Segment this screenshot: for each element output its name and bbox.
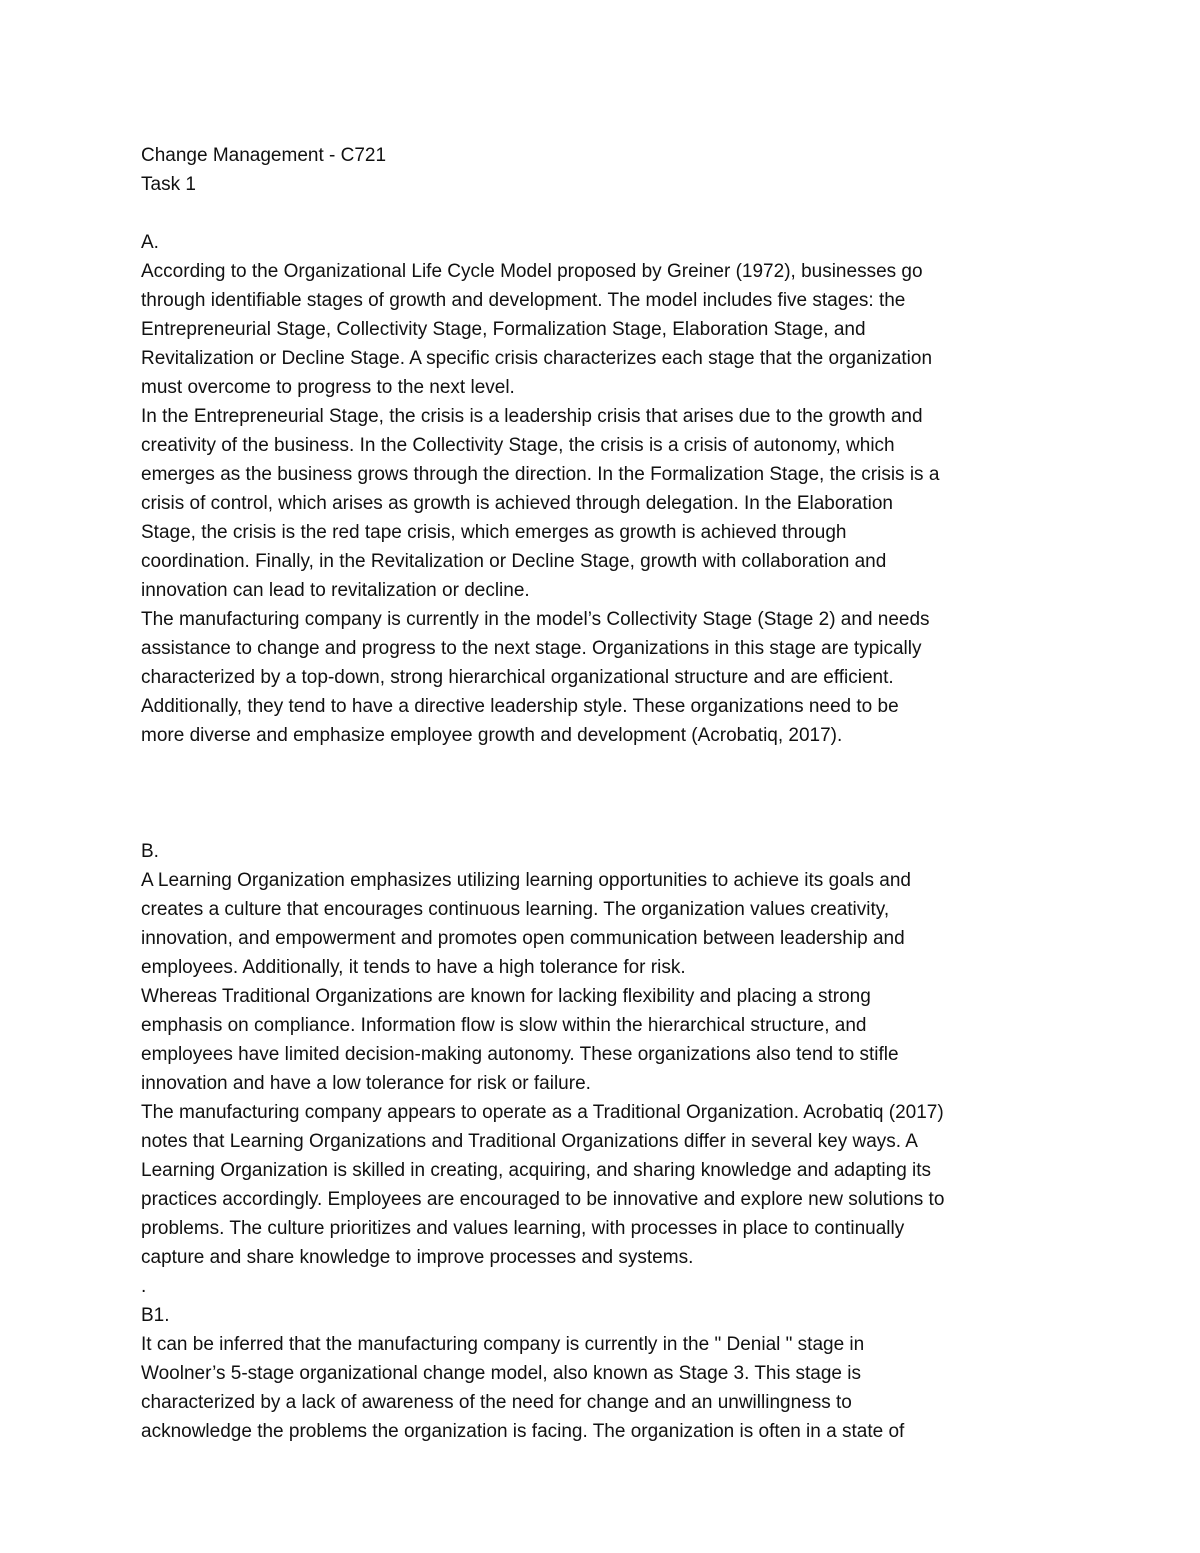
- text-line: practices accordingly. Employees are encouraged to be innovative and explore new solutions to: [141, 1189, 945, 1210]
- text-line: assistance to change and progress to the next stage. Organizations in this stage are typically: [141, 638, 922, 659]
- text-line: According to the Organizational Life Cycle Model proposed by Greiner (1972), businesses go: [141, 261, 923, 282]
- text-line: crisis of control, which arises as growth is achieved through delegation. In the Elaboration: [141, 493, 893, 514]
- text-line: problems. The culture prioritizes and values learning, with processes in place to continually: [141, 1218, 905, 1239]
- spacer: [141, 199, 1066, 228]
- document-title: Change Management - C721: [141, 145, 387, 166]
- text-line: Entrepreneurial Stage, Collectivity Stage, Formalization Stage, Elaboration Stage, and: [141, 319, 866, 340]
- text-line: emerges as the business grows through the direction. In the Formalization Stage, the crisis is a: [141, 464, 940, 485]
- text-line: innovation and have a low tolerance for risk or failure.: [141, 1073, 591, 1094]
- text-line: notes that Learning Organizations and Traditional Organizations differ in several key ways. A: [141, 1131, 918, 1152]
- section-a-paragraph-2: [141, 402, 1066, 605]
- text-line: creativity of the business. In the Collectivity Stage, the crisis is a crisis of autonomy, which: [141, 435, 895, 456]
- text-line: Additionally, they tend to have a directive leadership style. These organizations need to be: [141, 696, 899, 717]
- text-line: Whereas Traditional Organizations are known for lacking flexibility and placing a strong: [141, 986, 871, 1007]
- text-line: creates a culture that encourages continuous learning. The organization values creativity,: [141, 899, 890, 920]
- text-line: Revitalization or Decline Stage. A specific crisis characterizes each stage that the organization: [141, 348, 933, 369]
- document-subtitle: Task 1: [141, 174, 196, 195]
- section-a-paragraph-1: [141, 257, 1066, 402]
- text-line: more diverse and emphasize employee growth and development (Acrobatiq, 2017).: [141, 725, 843, 746]
- text-line: In the Entrepreneurial Stage, the crisis is a leadership crisis that arises due to the growth and: [141, 406, 923, 427]
- text-line: Woolner’s 5-stage organizational change model, also known as Stage 3. This stage is: [141, 1363, 861, 1384]
- spacer: [141, 779, 1066, 808]
- section-b-heading: B.: [141, 841, 159, 862]
- text-line: The manufacturing company is currently in the model’s Collectivity Stage (Stage 2) and needs: [141, 609, 930, 630]
- text-line: characterized by a lack of awareness of the need for change and an unwillingness to: [141, 1392, 852, 1413]
- spacer: [141, 750, 1066, 779]
- text-line: through identifiable stages of growth and development. The model includes five stages: the: [141, 290, 906, 311]
- text-line: characterized by a top-down, strong hierarchical organizational structure and are efficient.: [141, 667, 894, 688]
- section-b1-heading: B1.: [141, 1305, 170, 1326]
- text-line: A Learning Organization emphasizes utilizing learning opportunities to achieve its goals and: [141, 870, 911, 891]
- text-line: capture and share knowledge to improve processes and systems.: [141, 1247, 694, 1268]
- text-line: emphasis on compliance. Information flow is slow within the hierarchical structure, and: [141, 1015, 867, 1036]
- document-body: [141, 141, 1066, 1446]
- section-b1-paragraph-1: [141, 1330, 1066, 1446]
- section-separator: .: [141, 1276, 147, 1297]
- section-a-paragraph-3: [141, 605, 1066, 750]
- text-line: innovation, and empowerment and promotes open communication between leadership and: [141, 928, 905, 949]
- text-line: employees. Additionally, it tends to have a high tolerance for risk.: [141, 957, 686, 978]
- text-line: coordination. Finally, in the Revitalization or Decline Stage, growth with collaboration and: [141, 551, 887, 572]
- text-line: must overcome to progress to the next level.: [141, 377, 515, 398]
- text-line: Learning Organization is skilled in creating, acquiring, and sharing knowledge and adapting its: [141, 1160, 932, 1181]
- section-b-paragraph-1: [141, 866, 1066, 982]
- text-line: employees have limited decision-making autonomy. These organizations also tend to stifle: [141, 1044, 899, 1065]
- section-b-paragraph-3: [141, 1098, 1066, 1272]
- text-line: innovation can lead to revitalization or decline.: [141, 580, 530, 601]
- section-b-paragraph-2: [141, 982, 1066, 1098]
- section-a-heading: A.: [141, 232, 159, 253]
- text-line: It can be inferred that the manufacturing company is currently in the " Denial " stage in: [141, 1334, 865, 1355]
- text-line: The manufacturing company appears to operate as a Traditional Organization. Acrobatiq (2017): [141, 1102, 944, 1123]
- spacer: [141, 808, 1066, 837]
- text-line: Stage, the crisis is the red tape crisis, which emerges as growth is achieved through: [141, 522, 847, 543]
- text-line: acknowledge the problems the organization is facing. The organization is often in a state of: [141, 1421, 905, 1442]
